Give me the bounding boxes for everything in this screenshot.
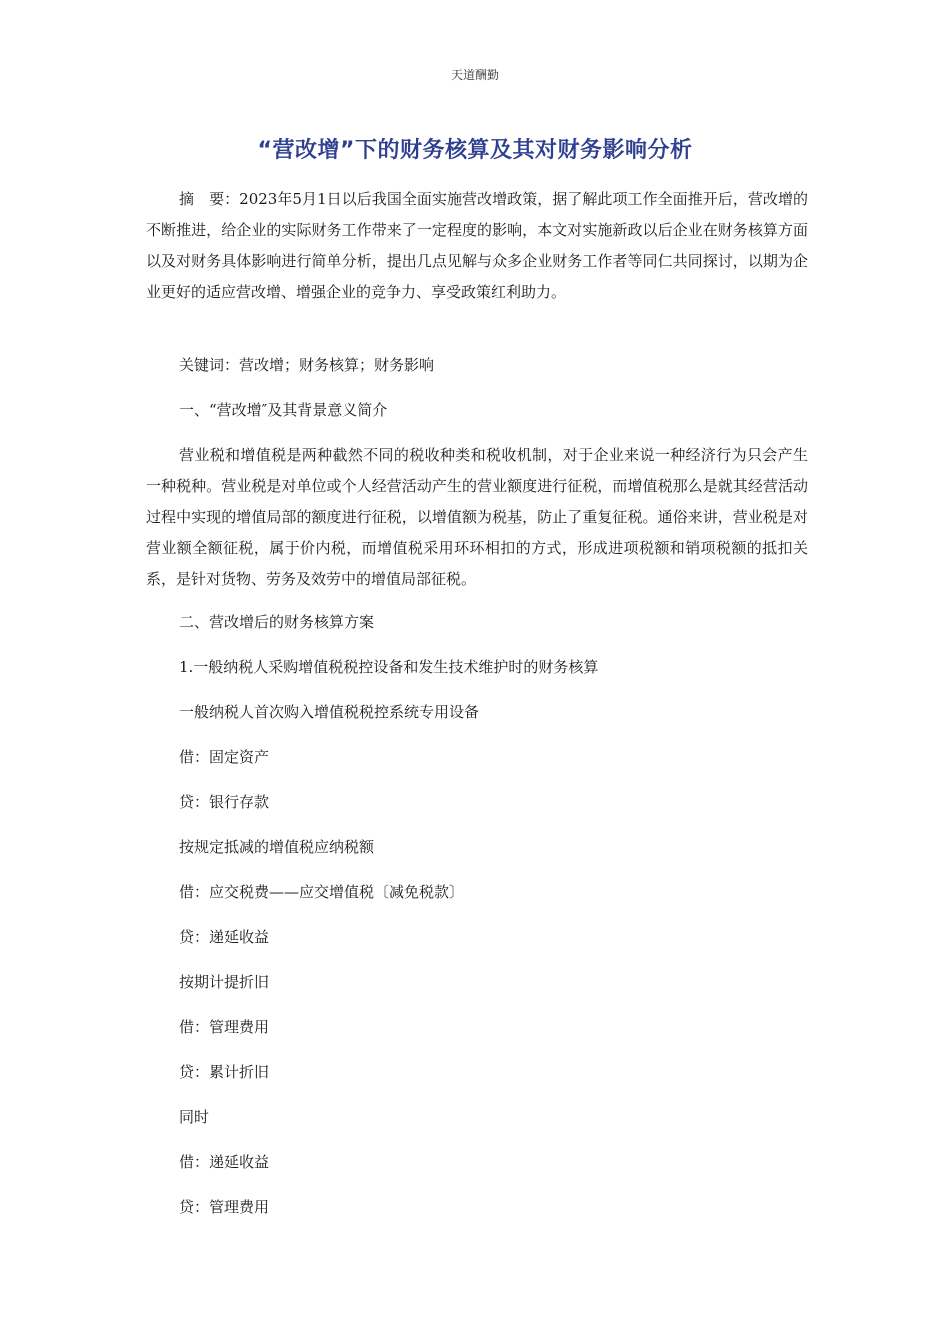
journal-entry-credit: 贷：递延收益 [179, 928, 270, 946]
journal-entry-debit: 借：固定资产 [179, 748, 270, 766]
journal-entry-credit: 贷：管理费用 [179, 1198, 270, 1216]
text-line: 按期计提折旧 [179, 973, 270, 991]
section-heading-2: 二、营改增后的财务核算方案 [179, 613, 375, 631]
text-line: 按规定抵减的增值税应纳税额 [179, 838, 375, 856]
document-title: “营改增”下的财务核算及其对财务影响分析 [257, 138, 693, 163]
subsection-heading: 1.一般纳税人采购增值税税控设备和发生技术维护时的财务核算 [179, 658, 599, 676]
text-line: 同时 [179, 1108, 210, 1126]
journal-entry-credit: 贷：累计折旧 [179, 1063, 270, 1081]
journal-entry-credit: 贷：银行存款 [179, 793, 270, 811]
journal-entry-debit: 借：应交税费——应交增值税〔减免税款〕 [179, 883, 465, 901]
text-line: 一般纳税人首次购入增值税税控系统专用设备 [179, 703, 480, 721]
journal-entry-debit: 借：递延收益 [179, 1153, 270, 1171]
keywords-line: 关键词：营改增；财务核算；财务影响 [179, 356, 435, 374]
section-heading-1: 一、“营改增″及其背景意义简介 [179, 401, 388, 419]
section-1-paragraph: 营业税和增值税是两种截然不同的税收种类和税收机制，对于企业来说一种经济行为只会产生一种税种。营业税是对单位或个人经营活动产生的营业额度进行征税，而增值税那么是就其经营活动过程中实现的增值局部的额度进行征税，以增值额为税基，防止了重复征税。通俗来讲，营业税是对营业额全额征税，属于价内税，而增值税采用环环相扣的方式，形成进项税额和销项税额的抵扣关系，是针对货物、劳务及效劳中的增值局部征税。 [146, 446, 808, 588]
abstract-paragraph: 摘 要：2023年5月1日以后我国全面实施营改增政策，据了解此项工作全面推开后，营改增的不断推进，给企业的实际财务工作带来了一定程度的影响，本文对实施新政以后企业在财务核算方面以及对财务具体影响进行简单分析，提出几点见解与众多企业财务工作者等同仁共同探讨，以期为企业更好的适应营改增、增强企业的竞争力、享受政策红利助力。 [146, 190, 808, 301]
page-header: 天道酬勤 [450, 68, 499, 82]
journal-entry-debit: 借：管理费用 [179, 1018, 270, 1036]
